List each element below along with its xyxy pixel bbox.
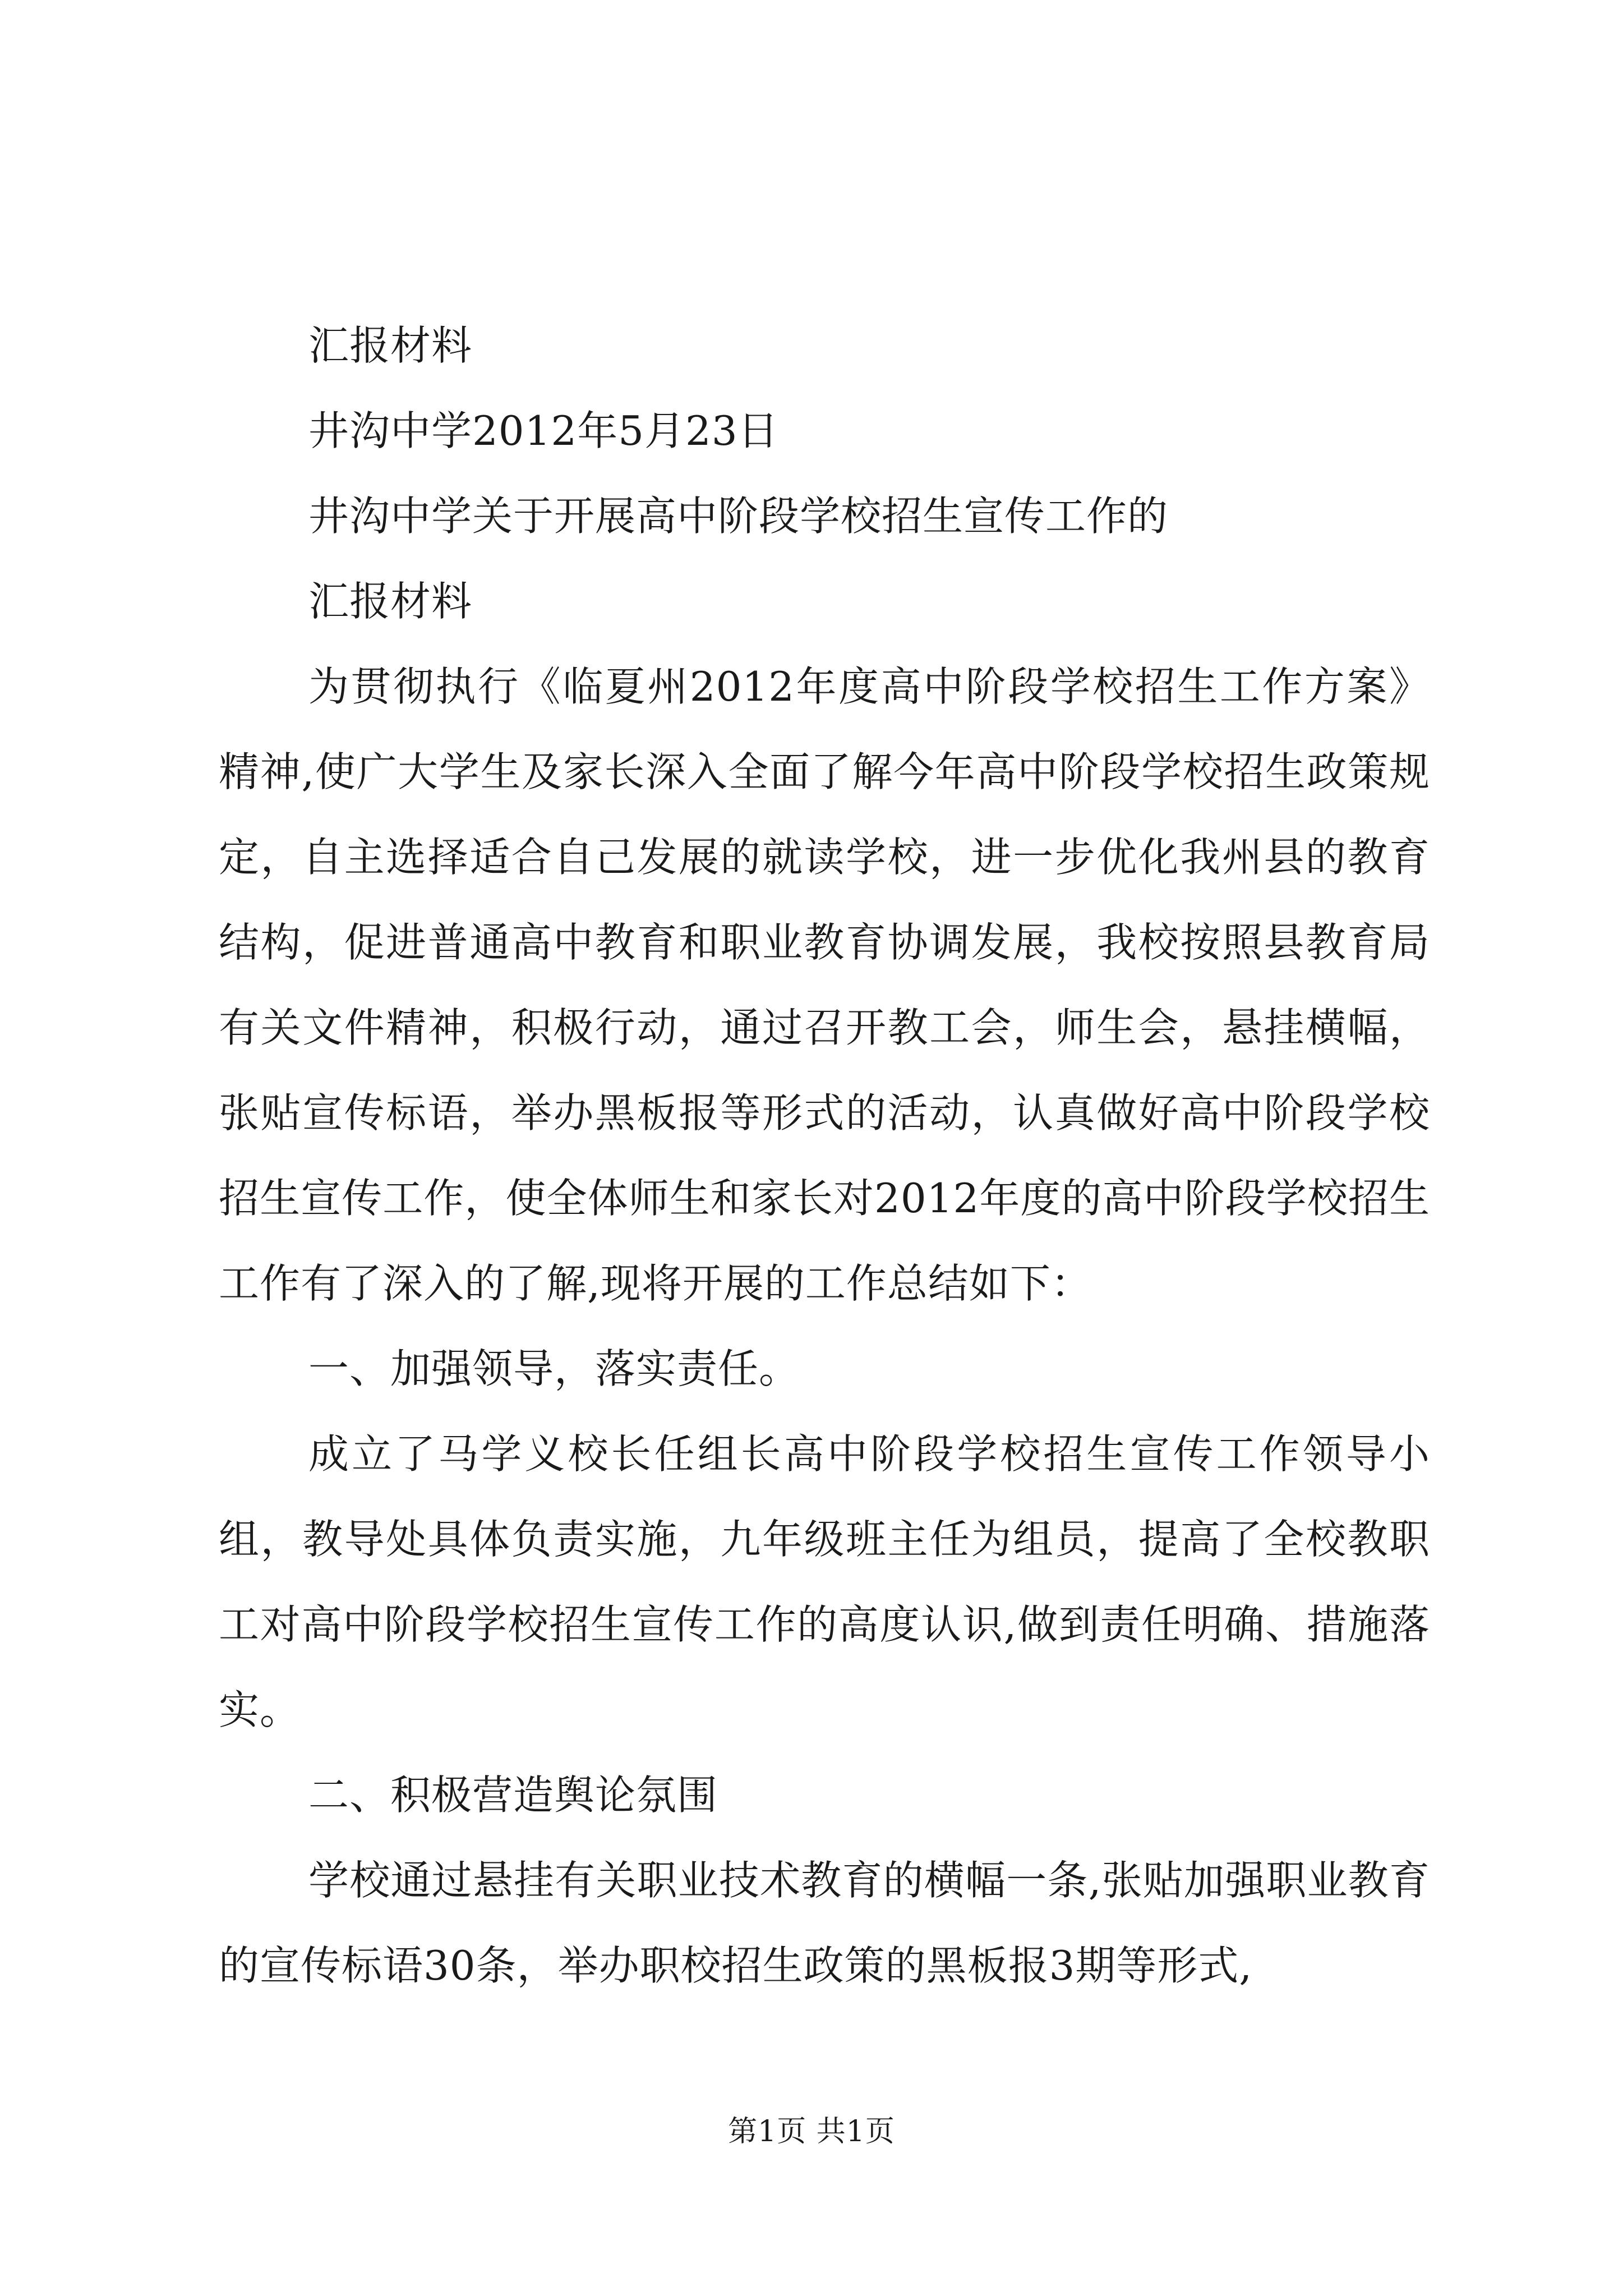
school-date-line: 井沟中学2012年5月23日 — [308, 407, 779, 454]
report-title-line-2: 汇报材料 — [308, 578, 473, 625]
intro-paragraph: 为贯彻执行《临夏州2012年度高中阶段学校招生工作方案》精神,使广大学生及家长深入全面了解今年高中阶段学校招生政策规定，自主选择适合自己发展的就读学校，进一步优化我州县的教育结构，促进普通高中教育和职业教育协调发展，我校按照县教育局有关文件精神，积极行动，通过召开教工会，师生会，悬挂横幅，张贴宣传标语，举办黑板报等形式的活动，认真做好高中阶段学校招生宣传工作，使全体师生和家长对2012年度的高中阶段学校招生工作有了深入的了解,现将开展的工作总结如下： — [219, 663, 1430, 1307]
report-title-line-1: 井沟中学关于开展高中阶段学校招生宣传工作的 — [308, 493, 1169, 540]
page-number-footer: 第1页 共1页 — [728, 2115, 895, 2148]
section-2-paragraph: 学校通过悬挂有关职业技术教育的横幅一条,张贴加强职业教育的宣传标语30条，举办职校招生政策的黑板报3期等形式, — [219, 1857, 1430, 1989]
document-body — [219, 303, 1430, 2008]
section-heading-2: 二、积极营造舆论氛围 — [308, 1772, 718, 1819]
report-label: 汇报材料 — [308, 322, 473, 369]
section-heading-1: 一、加强领导，落实责任。 — [308, 1345, 800, 1392]
section-1-paragraph: 成立了马学义校长任组长高中阶段学校招生宣传工作领导小组，教导处具体负责实施，九年级班主任为组员，提高了全校教职工对高中阶段学校招生宣传工作的高度认识,做到责任明确、措施落实。 — [219, 1430, 1430, 1733]
